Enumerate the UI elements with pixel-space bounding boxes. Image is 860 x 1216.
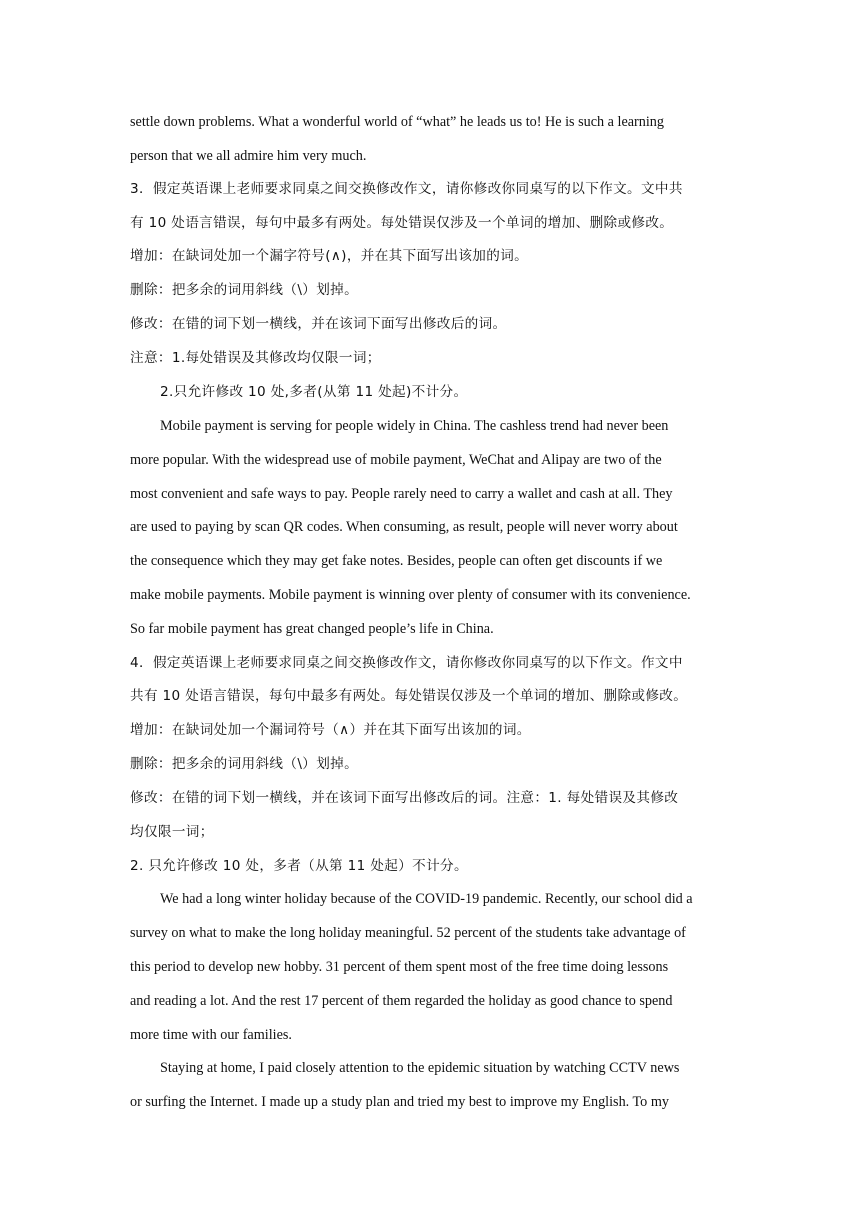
rule-note-2: 2.只允许修改 10 处,多者(从第 11 处起)不计分。 [160, 384, 468, 400]
passage-line: are used to paying by scan QR codes. When consuming, as result, people will never worry about [130, 519, 678, 535]
rule-delete: 删除：把多余的词用斜线（\）划掉。 [130, 756, 359, 772]
passage-line: most convenient and safe ways to pay. People rarely need to carry a wallet and cash at all. They [130, 486, 673, 502]
question-3-intro: 3．假定英语课上老师要求同桌之间交换修改作文，请你修改你同桌写的以下作文。文中共 [130, 181, 683, 197]
passage-line: the consequence which they may get fake notes. Besides, people can often get discounts if we [130, 553, 663, 569]
rule-note: 均仅限一词； [130, 824, 214, 840]
question-3-intro: 有 10 处语言错误，每句中最多有两处。每处错误仅涉及一个单词的增加、删除或修改。 [130, 215, 674, 231]
passage-line: and reading a lot. And the rest 17 percent of them regarded the holiday as good chance to spend [130, 993, 673, 1009]
rule-delete: 删除：把多余的词用斜线（\）划掉。 [130, 282, 359, 298]
paragraph-line: settle down problems. What a wonderful world of “what” he leads us to! He is such a learning [130, 114, 664, 130]
passage-line: We had a long winter holiday because of the COVID-19 pandemic. Recently, our school did a [160, 891, 693, 907]
passage-line: survey on what to make the long holiday meaningful. 52 percent of the students take advantage of [130, 925, 686, 941]
rule-add: 增加：在缺词处加一个漏字符号(∧)，并在其下面写出该加的词。 [130, 248, 529, 264]
passage-line: So far mobile payment has great changed people’s life in China. [130, 621, 494, 637]
question-4-intro: 4．假定英语课上老师要求同桌之间交换修改作文，请你修改你同桌写的以下作文。作文中 [130, 655, 683, 671]
passage-line: make mobile payments. Mobile payment is winning over plenty of consumer with its convenience. [130, 587, 691, 603]
rule-add: 增加：在缺词处加一个漏词符号（∧）并在其下面写出该加的词。 [130, 722, 531, 738]
passage-line: Mobile payment is serving for people widely in China. The cashless trend had never been [160, 418, 669, 434]
rule-note: 注意：1.每处错误及其修改均仅限一词； [130, 350, 381, 366]
passage-line: or surfing the Internet. I made up a study plan and tried my best to improve my English. To my [130, 1094, 669, 1110]
passage-line: more time with our families. [130, 1027, 292, 1043]
rule-note-2: 2. 只允许修改 10 处，多者（从第 11 处起）不计分。 [130, 858, 468, 874]
paragraph-line: person that we all admire him very much. [130, 148, 367, 164]
question-4-intro: 共有 10 处语言错误，每句中最多有两处。每处错误仅涉及一个单词的增加、删除或修改。 [130, 688, 688, 704]
passage-line: more popular. With the widespread use of mobile payment, WeChat and Alipay are two of the [130, 452, 662, 468]
passage-line: this period to develop new hobby. 31 percent of them spent most of the free time doing lessons [130, 959, 669, 975]
rule-modify: 修改：在错的词下划一横线，并在该词下面写出修改后的词。 [130, 316, 507, 332]
rule-modify: 修改：在错的词下划一横线，并在该词下面写出修改后的词。注意：1. 每处错误及其修改 [130, 790, 679, 806]
passage-line: Staying at home, I paid closely attention to the epidemic situation by watching CCTV news [160, 1060, 680, 1076]
